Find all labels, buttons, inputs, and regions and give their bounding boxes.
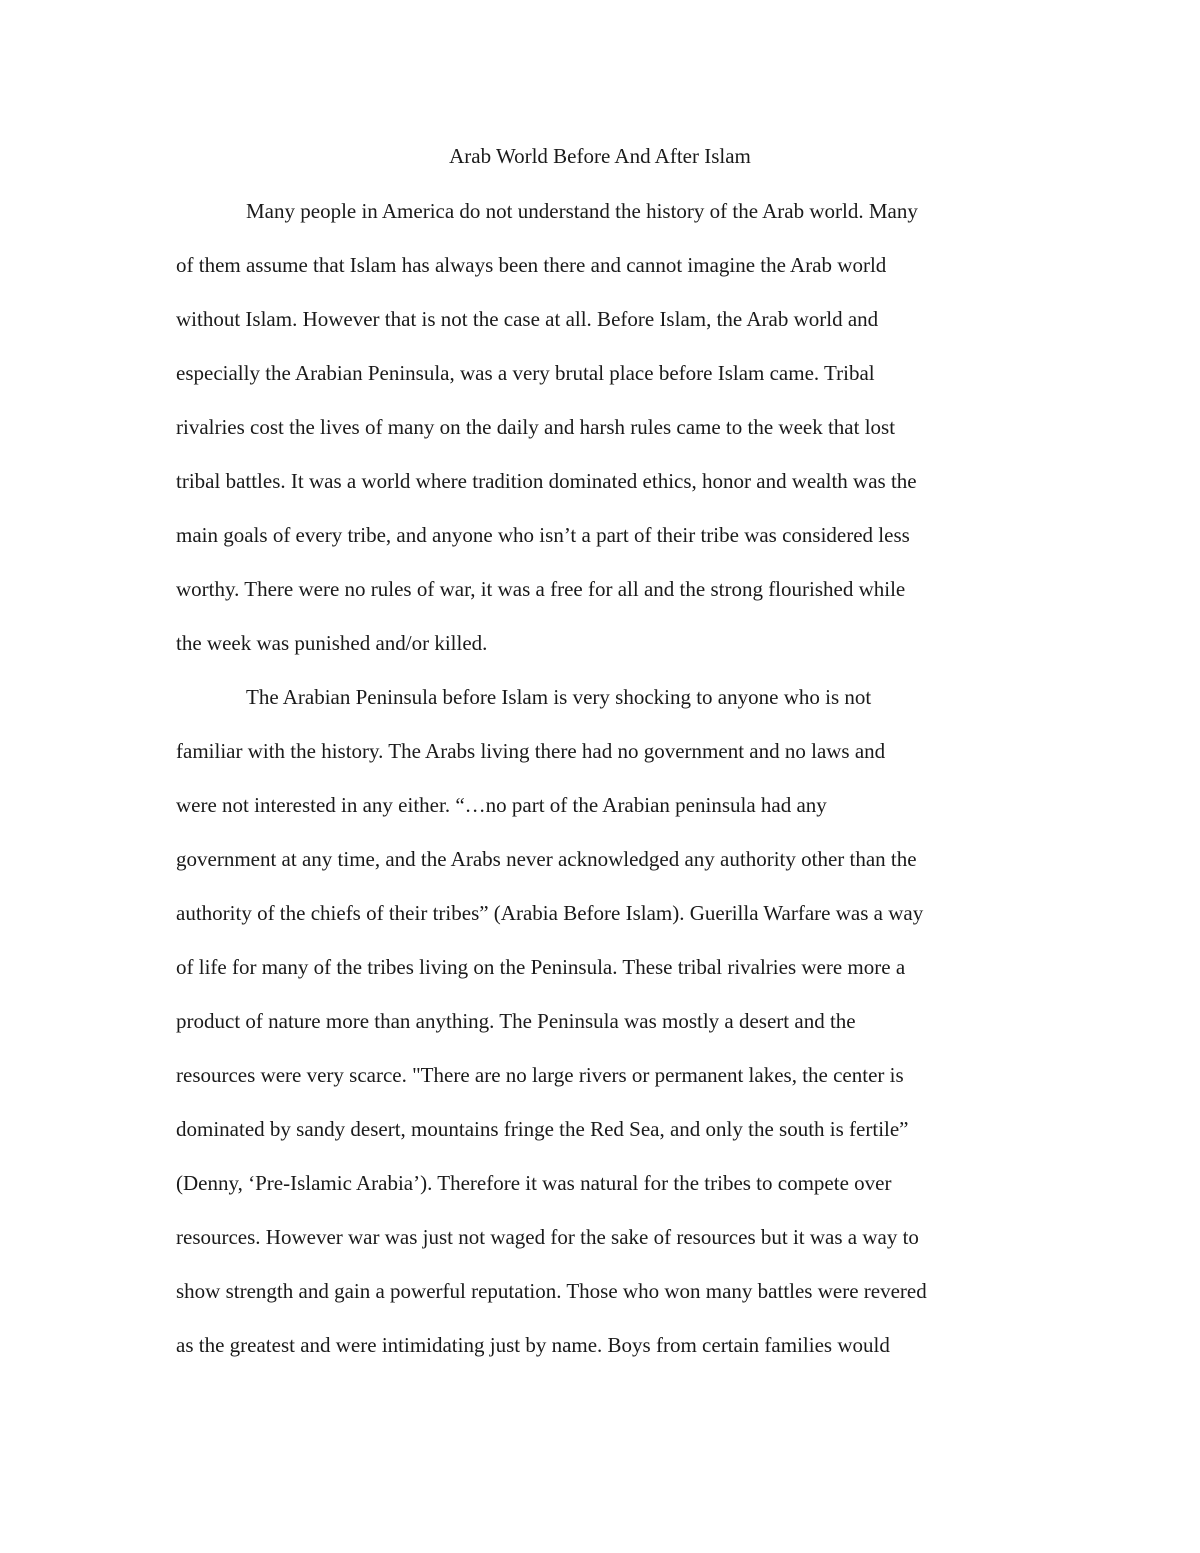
paragraph-2-line-2: familiar with the history. The Arabs living there had no government and no laws and	[176, 739, 886, 763]
paragraph-2-line-11: resources. However war was just not waged for the sake of resources but it was a way to	[176, 1225, 919, 1249]
paragraph-2-line-13: as the greatest and were intimidating just by name. Boys from certain families would	[176, 1333, 890, 1357]
paragraph-2-line-12: show strength and gain a powerful reputation. Those who won many battles were revered	[176, 1279, 927, 1303]
paragraph-1-line-9: the week was punished and/or killed.	[176, 631, 488, 655]
paragraph-1-line-5: rivalries cost the lives of many on the daily and harsh rules came to the week that lost	[176, 415, 896, 439]
paragraph-2-line-3: were not interested in any either. “…no part of the Arabian peninsula had any	[176, 793, 827, 817]
paragraph-1-line-4: especially the Arabian Peninsula, was a very brutal place before Islam came. Tribal	[176, 361, 875, 385]
paragraph-1-line-3: without Islam. However that is not the case at all. Before Islam, the Arab world and	[176, 307, 879, 331]
paragraph-2-line-7: product of nature more than anything. The Peninsula was mostly a desert and the	[176, 1009, 856, 1033]
paragraph-2-line-9: dominated by sandy desert, mountains fringe the Red Sea, and only the south is fertile”	[176, 1117, 909, 1141]
paragraph-2-line-5: authority of the chiefs of their tribes” (Arabia Before Islam). Guerilla Warfare was a way	[176, 901, 924, 925]
paragraph-1-line-8: worthy. There were no rules of war, it was a free for all and the strong flourished while	[176, 577, 906, 601]
paragraph-2-line-8: resources were very scarce. "There are no large rivers or permanent lakes, the center is	[176, 1063, 904, 1087]
document-title: Arab World Before And After Islam	[449, 144, 751, 168]
paragraph-1-line-2: of them assume that Islam has always been there and cannot imagine the Arab world	[176, 253, 887, 277]
paragraph-2-line-1: The Arabian Peninsula before Islam is very shocking to anyone who is not	[246, 685, 872, 709]
paragraph-2-line-4: government at any time, and the Arabs never acknowledged any authority other than the	[176, 847, 917, 871]
paragraph-2-line-10: (Denny, ‘Pre-Islamic Arabia’). Therefore it was natural for the tribes to compete over	[176, 1171, 892, 1195]
paragraph-1-line-6: tribal battles. It was a world where tradition dominated ethics, honor and wealth was the	[176, 469, 917, 493]
paragraph-2-line-6: of life for many of the tribes living on the Peninsula. These tribal rivalries were more a	[176, 955, 906, 979]
paragraph-1-line-7: main goals of every tribe, and anyone who isn’t a part of their tribe was considered less	[176, 523, 910, 547]
paragraph-1-line-1: Many people in America do not understand the history of the Arab world. Many	[246, 199, 918, 223]
